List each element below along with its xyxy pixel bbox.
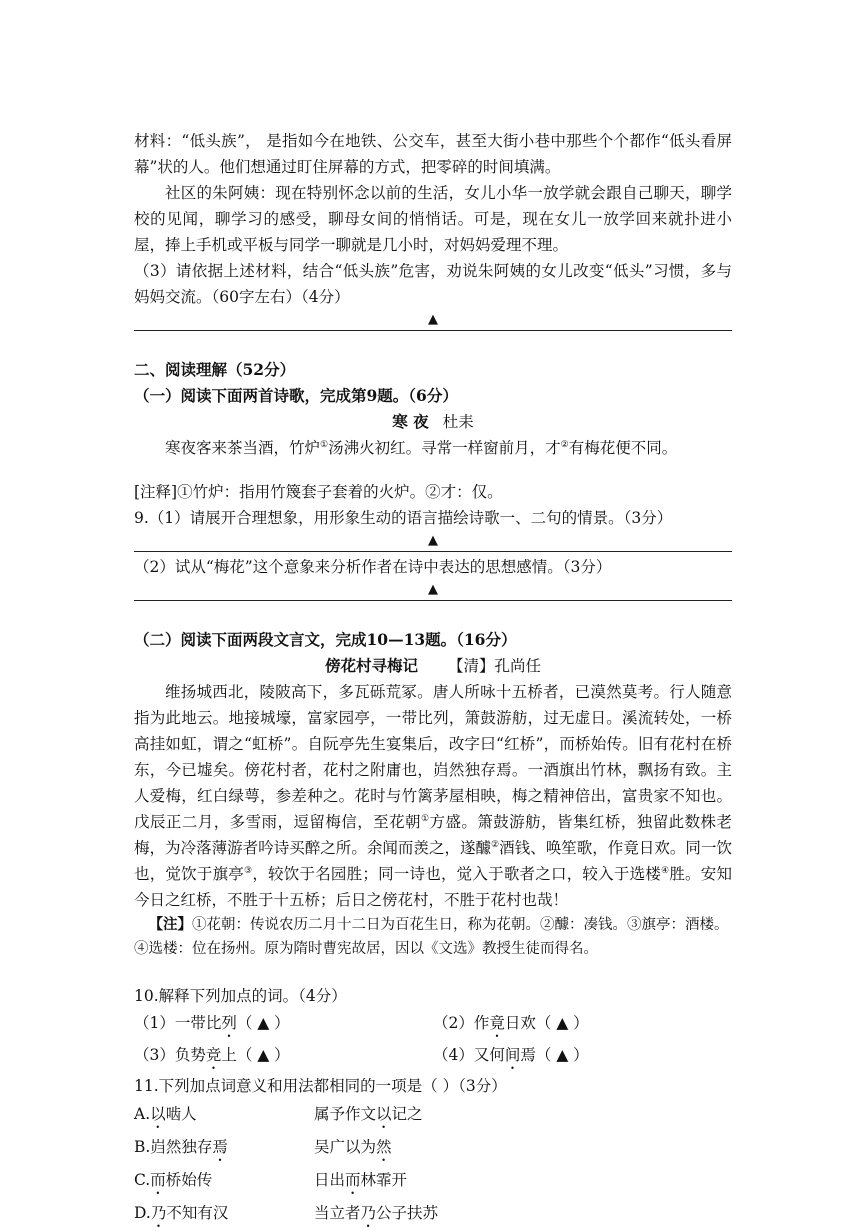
vocab-item: （4）又何间焉（ ▲ ） bbox=[433, 1046, 589, 1064]
option-row bbox=[134, 1132, 732, 1165]
section-2-heading: 二、阅读理解（52分） bbox=[134, 360, 296, 379]
question-10: 10.解释下列加点的词。（4分） bbox=[134, 987, 347, 1005]
vocab-row bbox=[134, 1041, 732, 1073]
option-a-compare: 属予作文以记之 bbox=[314, 1105, 423, 1123]
vocab-item: （3）负势竞上（ ▲ ） bbox=[134, 1046, 290, 1064]
answer-marker: ▲ bbox=[428, 312, 438, 327]
exam-page bbox=[134, 128, 732, 1231]
answer-line bbox=[134, 551, 732, 552]
material-paragraph-1: 材料：“低头族”， 是指如今在地铁、公交车，甚至大街小巷中那些个个都作“低头看屏幕”状的人。他们想通过盯住屏幕的方式，把零碎的时间填满。 bbox=[134, 132, 732, 176]
vocab-item: （1）一带比列（ ▲ ） bbox=[134, 1014, 290, 1032]
poem-note: [注释]①竹炉：指用竹篾套子套着的火炉。②才：仅。 bbox=[134, 483, 503, 501]
option-a: A.以啮人 bbox=[134, 1105, 197, 1123]
prose-title-text: 傍花村寻梅记 bbox=[324, 656, 418, 675]
option-row bbox=[134, 1099, 732, 1132]
question-11: 11.下列加点词意义和用法都相同的一项是（ ）（3分） bbox=[134, 1077, 507, 1095]
part-2-heading: （二）阅读下面两段文言文，完成10—13题。（16分） bbox=[134, 630, 517, 649]
question-9-1: 9.（1）请展开合理想象，用形象生动的语言描绘诗歌一、二句的情景。（3分） bbox=[134, 509, 673, 527]
question-9-2: （2）试从“梅花”这个意象来分析作者在诗中表达的思想感情。（3分） bbox=[134, 558, 612, 576]
answer-marker: ▲ bbox=[428, 582, 438, 597]
answer-marker: ▲ bbox=[428, 533, 438, 548]
question-3: （3）请依据上述材料，结合“低头族”危害，劝说朱阿姨的女儿改变“低头”习惯，多与妈妈交流。（60字左右）（4分） bbox=[134, 262, 732, 306]
option-d: D.乃不知有汉 bbox=[134, 1204, 229, 1222]
option-row bbox=[134, 1198, 732, 1231]
option-row bbox=[134, 1165, 732, 1198]
option-d-compare: 当立者乃公子扶苏 bbox=[314, 1204, 439, 1222]
prose-text: 维扬城西北，陵陂高下，多瓦砾荒冢。唐人所咏十五桥者，已漠然莫考。行人随意指为此地云。地接城壕，富家园亭，一带比列，箫鼓游舫，过无虚日。溪流转处，一桥高挂如虹，谓之“虹桥”。自阮亭先生宴集后，改字曰“红桥”，而桥始传。旧有花村在桥东，今已墟矣。傍花村者，花村之附庸也，岿然独存焉。一酒旗出竹林，飘扬有致。主人爱梅，红白绿萼，参差种之。花时与竹篱茅屋相映，梅之精神倍出，富贵家不知也。戊辰正二月，多雪雨，逗留梅信，至花朝①方盛。箫鼓游舫，皆集红桥，独留此数株老梅，为冷落薄游者吟诗买醉之所。余闻而羡之，遂醵②酒钱、唤笙歌，作竟日欢。同一饮也，觉饮于旗亭③，较饮于名园胜；同一诗也，觉入于歌者之口，较入于选楼④胜。安知今日之红桥，不胜于十五桥；后日之傍花村，不胜于花村也哉！ bbox=[134, 683, 732, 909]
prose-author: 【清】孔尚任 bbox=[448, 657, 542, 675]
vocab-row bbox=[134, 1009, 732, 1041]
poem-text: 寒夜客来茶当酒，竹炉①汤沸火初红。寻常一样窗前月，才②有梅花便不同。 bbox=[165, 439, 678, 457]
option-c-compare: 日出而林霏开 bbox=[314, 1171, 408, 1189]
poem-title bbox=[134, 409, 732, 435]
option-b-compare: 吴广以为然 bbox=[314, 1138, 392, 1156]
poem-title-text: 寒 夜 bbox=[392, 412, 429, 431]
poem-author: 杜耒 bbox=[442, 413, 474, 431]
vocab-item: （2）作竟日欢（ ▲ ） bbox=[433, 1014, 589, 1032]
option-c: C.而桥始传 bbox=[134, 1171, 213, 1189]
option-b: B.岿然独存焉 bbox=[134, 1138, 228, 1156]
prose-note: 【注】①花朝：传说农历二月十二日为百花生日，称为花朝。②醵：凑钱。③旗亭：酒楼。④选楼：位在扬州。原为隋时曹宪故居，因以《文选》教授生徒而得名。 bbox=[134, 916, 729, 957]
material-paragraph-2: 社区的朱阿姨：现在特别怀念以前的生活，女儿小华一放学就会跟自己聊天，聊学校的见闻，聊学习的感受，聊母女间的悄悄话。可是，现在女儿一放学回来就扑进小屋，捧上手机或平板与同学一聊就是几小时，对妈妈爱理不理。 bbox=[134, 184, 732, 254]
part-1-heading: （一）阅读下面两首诗歌，完成第9题。（6分） bbox=[134, 386, 458, 405]
prose-title bbox=[134, 653, 732, 679]
